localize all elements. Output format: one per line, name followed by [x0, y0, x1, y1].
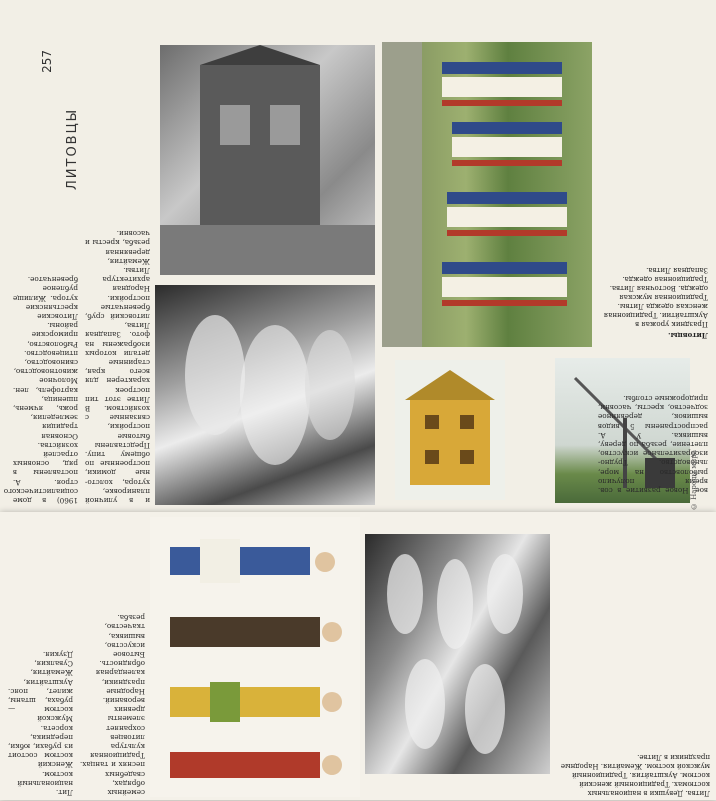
- photo-harvest-women: [155, 285, 375, 505]
- bottom-right-caption-block: [560, 517, 710, 797]
- page-number: 257: [40, 50, 54, 73]
- harvest-figures: [155, 285, 375, 505]
- yellow-house-illustration: [395, 360, 505, 500]
- illustration-costumes: [150, 517, 360, 797]
- page-title: ЛИТОВЦЫ: [65, 107, 80, 190]
- bottom-left-column-text: семейных обрядах, свадебных песнях и танцах. Традиционная культура литовцев сохраняет элементы древних верований. Народные праздники, календарная обрядность. Бытовое искусство, вышивка, ткачество, резьба.: [80, 613, 145, 797]
- photo-festival-crowd: [365, 534, 550, 774]
- photo-yellow-house: [395, 360, 505, 500]
- bottom-left-text-block: [5, 517, 145, 797]
- dancers-illustration: [382, 42, 592, 347]
- figure-1: [170, 539, 335, 583]
- top-left-column-text-2: 1960) в доме социалистического строя. А. поставлены в ряд, основных отраслей хозяйства. Основная традиция земледелия, рожь, ячмень, пшеница, картофель, лен. Молочное животноводство, свиноводство, птицеводство. Рыболовство, приморские районы. Литовские крестьянские хутора. Жилище рубленое бревенчатое.: [3, 275, 78, 505]
- caption-text: Праздник урожая в Аукштайтии. Традиционная женская одежда Литвы. Традиционная мужская одежда. Восточная Литва. Традиционная одежда. Западная Литва.: [603, 266, 708, 328]
- figure-4: [170, 752, 342, 778]
- figure-3: [170, 682, 342, 722]
- top-left-column-text: и в уличной планировке, хутора, холсто-ные домики, построенные по общему типу. Представлены бытовые постройки, связанные с хозяйством. В Литве этот тип построек характерен для всего края, старинные детали которых изображены на фото. Западная Литва, литовский сруб, бревенчатые постройки. Народная архитектура Литвы. Жемайтия, деревянная резьба, кресты и часовни.: [85, 229, 150, 505]
- photo-farmhouse: [160, 45, 375, 275]
- bottom-caption-text: Литва. Девушки в национальных костюмах. Традиционный женский костюм. Аукштайтия. Традиционный мужской костюм. Жемайтия. Народные праздники в Литве.: [560, 753, 710, 797]
- right-caption-block: [598, 40, 708, 340]
- right-column-text: вое. Новое развитие в сов. время получило рыболовство на море, льноводство. Трудно-изобразительное искусство, плетение, резьба по дереву, вышивка. У А. распространены 5 видов вышивок, деревянное зодчество, кресты, часовни, придорожные столбы.: [598, 393, 708, 495]
- caption-title: Литовцы.: [668, 331, 708, 340]
- photo-folk-dance: [382, 42, 592, 347]
- farmhouse-illustration: [160, 45, 375, 275]
- costume-figures: [150, 517, 360, 797]
- bottom-page: [0, 512, 716, 800]
- figure-2: [170, 617, 342, 647]
- crowd-illustration: [365, 534, 550, 774]
- bottom-left-column-text-2: Лит. национальный костюм. Женский костюм состоит из рубахи, юбки, передника, корсета. Мужской костюм — рубаха, штаны, жилет, пояс. Аукштайтия, Жемайтия, Сувалкия, Дзукия.: [8, 649, 73, 797]
- footnote: © Народы мира: [690, 450, 698, 511]
